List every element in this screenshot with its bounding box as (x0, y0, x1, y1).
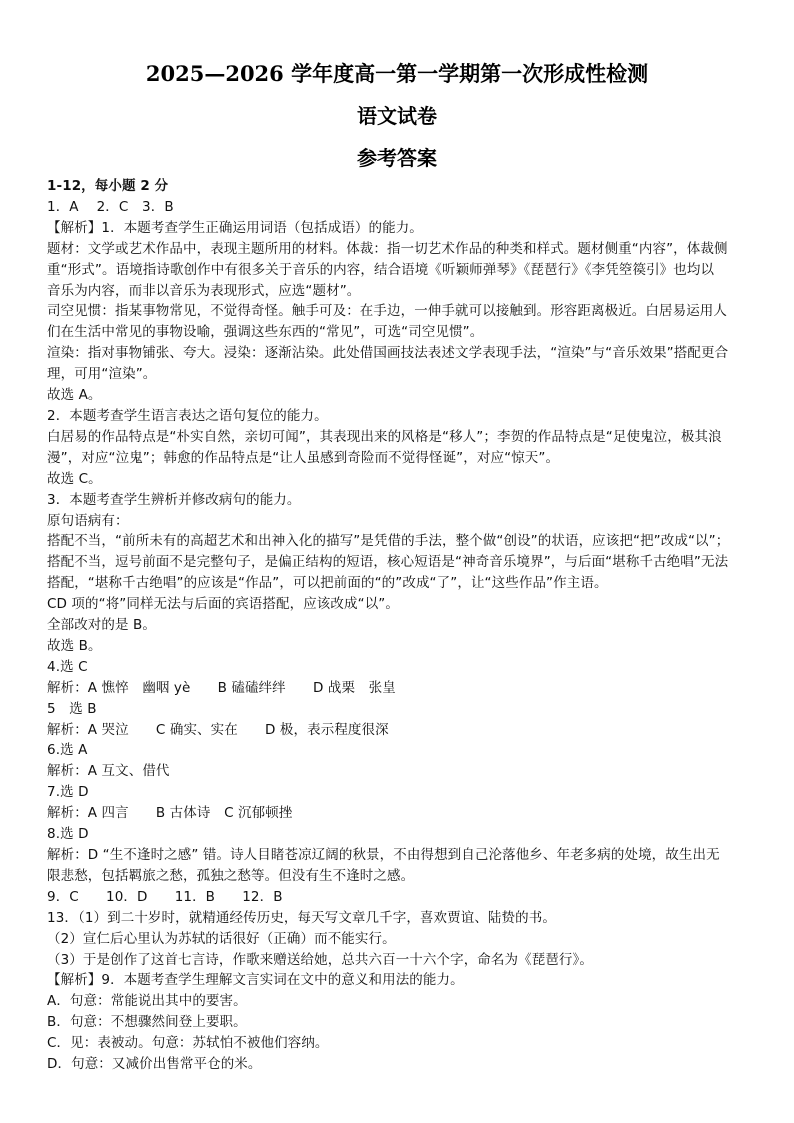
analysis-line: 漫”，对应“泣鬼”；韩愈的作品特点是“让人虽感到奇险而不觉得怪诞”，对应“惊天”。 (47, 449, 560, 466)
analysis-line: 故选 A。 (47, 387, 102, 404)
analysis-line: 们在生活中常见的事物设喻，强调这些东西的“常见”，可选“司空见惯”。 (47, 324, 484, 341)
analysis-line: 白居易的作品特点是“朴实自然，亲切可闻”，其表现出来的风格是“移人”；李贺的作品特点是“足使鬼泣，极其浪 (47, 428, 722, 445)
analysis-line: 解析：A 四言 B 古体诗 C 沉郁顿挫 (47, 805, 293, 822)
analysis-line: 搭配不当，逗号前面不是完整句子，是偏正结构的短语，核心短语是“神奇音乐境界”，与后面“堪称千古绝唱”无法 (47, 554, 729, 571)
analysis-line: 音乐为内容，而非以音乐为表现形式，应选“题材”。 (47, 282, 361, 299)
answer-line: 4.选 C (47, 658, 88, 675)
answer-line: 6.选 A (47, 742, 88, 759)
analysis-line: 解析：A 互文、借代 (47, 763, 170, 780)
analysis-line: 理，可用“渲染”。 (47, 366, 157, 383)
analysis-line: 3．本题考查学生辨析并修改病句的能力。 (47, 491, 301, 508)
answer-line: 13．（1）到二十岁时，就精通经传历史，每天写文章几千字，喜欢贾谊、陆贽的书。 (47, 909, 556, 926)
section-heading: 1-12，每小题 2 分 (47, 178, 169, 194)
answer-line: 1．A 2．C 3．B (47, 198, 174, 215)
analysis-line: 渲染：指对事物铺张、夸大。浸染：逐渐沾染。此处借国画技法表述文学表现手法，“渲染”与“音乐效果”搭配更合 (47, 345, 729, 362)
exam-title: 2025—2026 学年度高一第一学期第一次形成性检测 (145, 61, 649, 86)
analysis-line: C．见：表被动。句意：苏轼怕不被他们容纳。 (47, 1035, 329, 1052)
analysis-line: CD 项的“将”同样无法与后面的宾语搭配，应该改成“以”。 (47, 596, 399, 613)
answer-line: 8.选 D (47, 826, 89, 843)
analysis-line: 解析：D “生不逢时之感” 错。诗人目睹苍凉辽阔的秋景，不由得想到自己沦落他乡、年老多病的处境，故生出无 (47, 847, 720, 863)
analysis-line: D．句意：又减价出售常平仓的米。 (47, 1056, 262, 1073)
answer-line: 5 选 B (47, 700, 97, 717)
analysis-line: 限悲愁，包括羁旅之愁，孤独之愁等。但没有生不逢时之感。 (47, 867, 415, 884)
analysis-line: 【解析】9．本题考查学生理解文言实词在文中的意义和用法的能力。 (47, 972, 464, 989)
analysis-line: 题材：文学或艺术作品中，表现主题所用的材料。体裁：指一切艺术作品的种类和样式。题材侧重“内容”，体裁侧 (47, 240, 728, 257)
analysis-line: 原句语病有： (47, 512, 129, 529)
analysis-line: 2．本题考查学生语言表达之语句复位的能力。 (47, 407, 328, 424)
answer-line: （3）于是创作了这首七言诗，作歌来赠送给她，总共六百一十六个字，命名为《琵琶行》。 (47, 951, 593, 968)
answer-line: （2）宣仁后心里认为苏轼的话很好（正确）而不能实行。 (47, 930, 396, 947)
analysis-line: 重“形式”。语境指诗歌创作中有很多关于音乐的内容，结合语境《听颖师弹琴》《琵琶行》《李凭箜篌引》也均以 (47, 261, 715, 278)
analysis-line: 故选 C。 (47, 470, 102, 487)
analysis-line: 搭配，“堪称千古绝唱”的应该是“作品”，可以把前面的“的”改成“了”，让“这些作品”作主语。 (47, 575, 608, 592)
analysis-line: 搭配不当，“前所未有的高超艺术和出神入化的描写”是凭借的手法，整个做“创设”的状语，应该把“把”改成“以”； (47, 533, 730, 550)
analysis-line: 解析：A 哭泣 C 确实、实在 D 极，表示程度很深 (47, 721, 389, 738)
analysis-line: A．句意：常能说出其中的要害。 (47, 993, 247, 1010)
subject-title: 语文试卷 (357, 104, 437, 128)
analysis-line: B．句意：不想骤然间登上要职。 (47, 1014, 247, 1031)
answer-body (47, 176, 752, 1075)
analysis-line: 全部改对的是 B。 (47, 617, 156, 634)
analysis-line: 故选 B。 (47, 637, 102, 654)
analysis-line: 司空见惯：指某事物常见，不觉得奇怪。触手可及：在手边，一伸手就可以接触到。形容距离极近。白居易运用人 (47, 303, 727, 320)
answer-line: 7.选 D (47, 784, 89, 801)
answer-key-title: 参考答案 (357, 146, 437, 170)
answer-line: 9．C 10．D 11．B 12．B (47, 888, 283, 905)
analysis-line: 解析：A 憔悴 幽咽 yè B 磕磕绊绊 D 战栗 张皇 (47, 679, 396, 696)
analysis-line: 【解析】1．本题考查学生正确运用词语（包括成语）的能力。 (47, 219, 423, 236)
